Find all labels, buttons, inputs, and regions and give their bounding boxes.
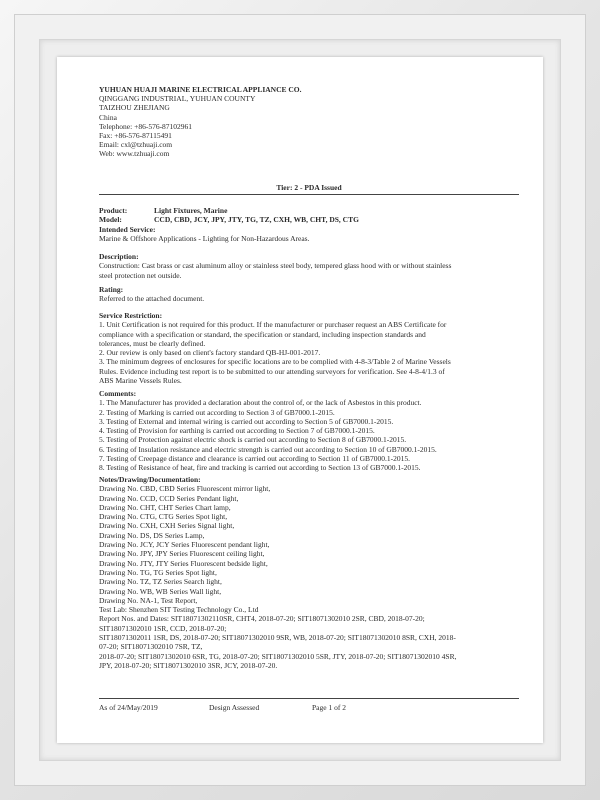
note-line: SIT18071302010 1SR, CCD, 2018-07-20; (99, 623, 227, 633)
comment-line: 7. Testing of Creepage distance and clearance is carried out according to Section 11 of GB7000.1-2015. (99, 454, 411, 464)
tier-heading: Tier: 2 - PDA Issued (99, 183, 519, 195)
intended-service-label: Intended Service: (99, 224, 156, 234)
note-line: Drawing No. CBD, CBD Series Fluorescent mirror light, (99, 484, 271, 494)
service-restriction-section (99, 311, 519, 385)
restriction-line: compliance with a specification or standard, the specification or standard, including inspection standards and (99, 329, 426, 339)
comment-line: 6. Testing of Insulation resistance and electric strength is carried out according to Section 10 of GB7000.1-2015. (99, 444, 437, 454)
address-line: China (99, 112, 117, 122)
description-line: steel protection net outside. (99, 270, 182, 280)
restriction-line: 3. The minimum degrees of enclosures for specific locations are to be complied with 4-8-3/Table 2 of Marine Vessels (99, 357, 451, 367)
company-block (99, 85, 519, 159)
company-name: YUHUAN HUAJI MARINE ELECTRICAL APPLIANCE CO. (99, 85, 302, 94)
comment-line: 5. Testing of Protection against electric shock is carried out according to Section 8 of GB7000.1-2015. (99, 435, 407, 445)
description-section (99, 252, 519, 280)
service-restriction-heading: Service Restriction: (99, 311, 163, 320)
note-line: Drawing No. WB, WB Series Wall light, (99, 586, 222, 596)
comment-line: 4. Testing of Provision for earthing is carried out according to Section 7 of GB7000.1-2015. (99, 426, 375, 436)
note-line: Drawing No. CHT, CHT Series Chart lamp, (99, 502, 231, 512)
product-value: Light Fixtures, Marine (154, 206, 228, 215)
product-label: Product: (99, 206, 128, 215)
footer-page-number: Page 1 of 2 (312, 703, 346, 712)
note-line: Drawing No. CCD, CCD Series Pendant light, (99, 493, 239, 503)
restriction-line: tolerances, must be clearly defined. (99, 338, 206, 348)
intended-service-value: Marine & Offshore Applications - Lighting for Non-Hazardous Areas. (99, 233, 310, 243)
fax: Fax: +86-576-87115491 (99, 131, 172, 141)
notes-heading: Notes/Drawing/Documentation: (99, 475, 201, 484)
telephone: Telephone: +86-576-87102961 (99, 121, 193, 131)
note-line: Test Lab: Shenzhen SIT Testing Technology Co., Ltd (99, 605, 259, 615)
comment-line: 3. Testing of External and internal wiring is carried out according to Section 5 of GB7000.1-2015. (99, 416, 394, 426)
email: Email: cxl@tzhuaji.com (99, 140, 173, 150)
footer-status: Design Assessed (209, 703, 260, 712)
comment-line: 1. The Manufacturer has provided a declaration about the control of, or the lack of Asbestos in this product. (99, 398, 422, 408)
comments-section (99, 389, 519, 473)
restriction-line: 1. Unit Certification is not required for this product. If the manufacturer or purchaser request an ABS Certificate for (99, 320, 447, 330)
note-line: Drawing No. DS, DS Series Lamp, (99, 530, 205, 540)
restriction-line: 2. Our review is only based on client's factory standard QB-HJ-001-2017. (99, 348, 321, 358)
footer-date: As of 24/May/2019 (99, 703, 158, 712)
description-line: Construction: Cast brass or cast aluminum alloy or stainless steel body, tempered glass hood with or without stainless (99, 261, 452, 271)
rating-heading: Rating: (99, 285, 124, 294)
description-heading: Description: (99, 252, 139, 261)
note-line: SIT18071302011 1SR, DS, 2018-07-20; SIT18071302010 9SR, WB, 2018-07-20; SIT18071302010 8SR, CXH, 2018- (99, 633, 456, 643)
note-line: Drawing No. TG, TG Series Spot light, (99, 567, 217, 577)
page-footer (99, 698, 519, 712)
website: Web: www.tzhuaji.com (99, 149, 170, 159)
comment-line: 8. Testing of Resistance of heat, fire and tracking is carried out according to Section 13 of GB7000.1-2015. (99, 463, 421, 473)
note-line: Drawing No. NA-1, Test Report, (99, 595, 198, 605)
note-line: Drawing No. JPY, JPY Series Fluorescent ceiling light, (99, 549, 265, 559)
model-label: Model: (99, 215, 122, 225)
rating-text: Referred to the attached document. (99, 294, 205, 304)
comment-line: 2. Testing of Marking is carried out according to Section 3 of GB7000.1-2015. (99, 407, 335, 417)
model-value: CCD, CBD, JCY, JPY, JTY, TG, TZ, CXH, WB, CHT, DS, CTG (154, 215, 359, 225)
note-line: Drawing No. TZ, TZ Series Search light, (99, 577, 222, 587)
note-line: JPY, 2018-07-20; SIT18071302010 3SR, JCY, 2018-07-20. (99, 660, 278, 670)
note-line: Report Nos. and Dates: SIT18071302110SR, CHT4, 2018-07-20; SIT18071302010 2SR, CBD, 2018-07-20; (99, 614, 425, 624)
restriction-line: ABS Marine Vessels Rules. (99, 376, 182, 386)
comments-heading: Comments: (99, 389, 137, 398)
notes-section (99, 475, 519, 670)
note-line: Drawing No. JTY, JTY Series Fluorescent bedside light, (99, 558, 268, 568)
note-line: Drawing No. CXH, CXH Series Signal light, (99, 521, 235, 531)
restriction-line: Rules. Evidence including test report is to be submitted to our attending surveyors for verification. See 4-8-4/1.3 of (99, 366, 445, 376)
note-line: 07-20; SIT18071302010 7SR, TZ, (99, 642, 203, 652)
rating-section (99, 285, 519, 304)
note-line: 2018-07-20; SIT18071302010 6SR, TG, 2018-07-20; SIT18071302010 5SR, JTY, 2018-07-20; SIT18071302010 4SR, (99, 651, 457, 661)
product-block (99, 206, 519, 243)
note-line: Drawing No. JCY, JCY Series Fluorescent pendant light, (99, 540, 270, 550)
address-line: TAIZHOU ZHEJIANG (99, 103, 170, 113)
note-line: Drawing No. CTG, CTG Series Spot light, (99, 512, 228, 522)
address-line: QINGGANG INDUSTRIAL, YUHUAN COUNTY (99, 94, 256, 104)
